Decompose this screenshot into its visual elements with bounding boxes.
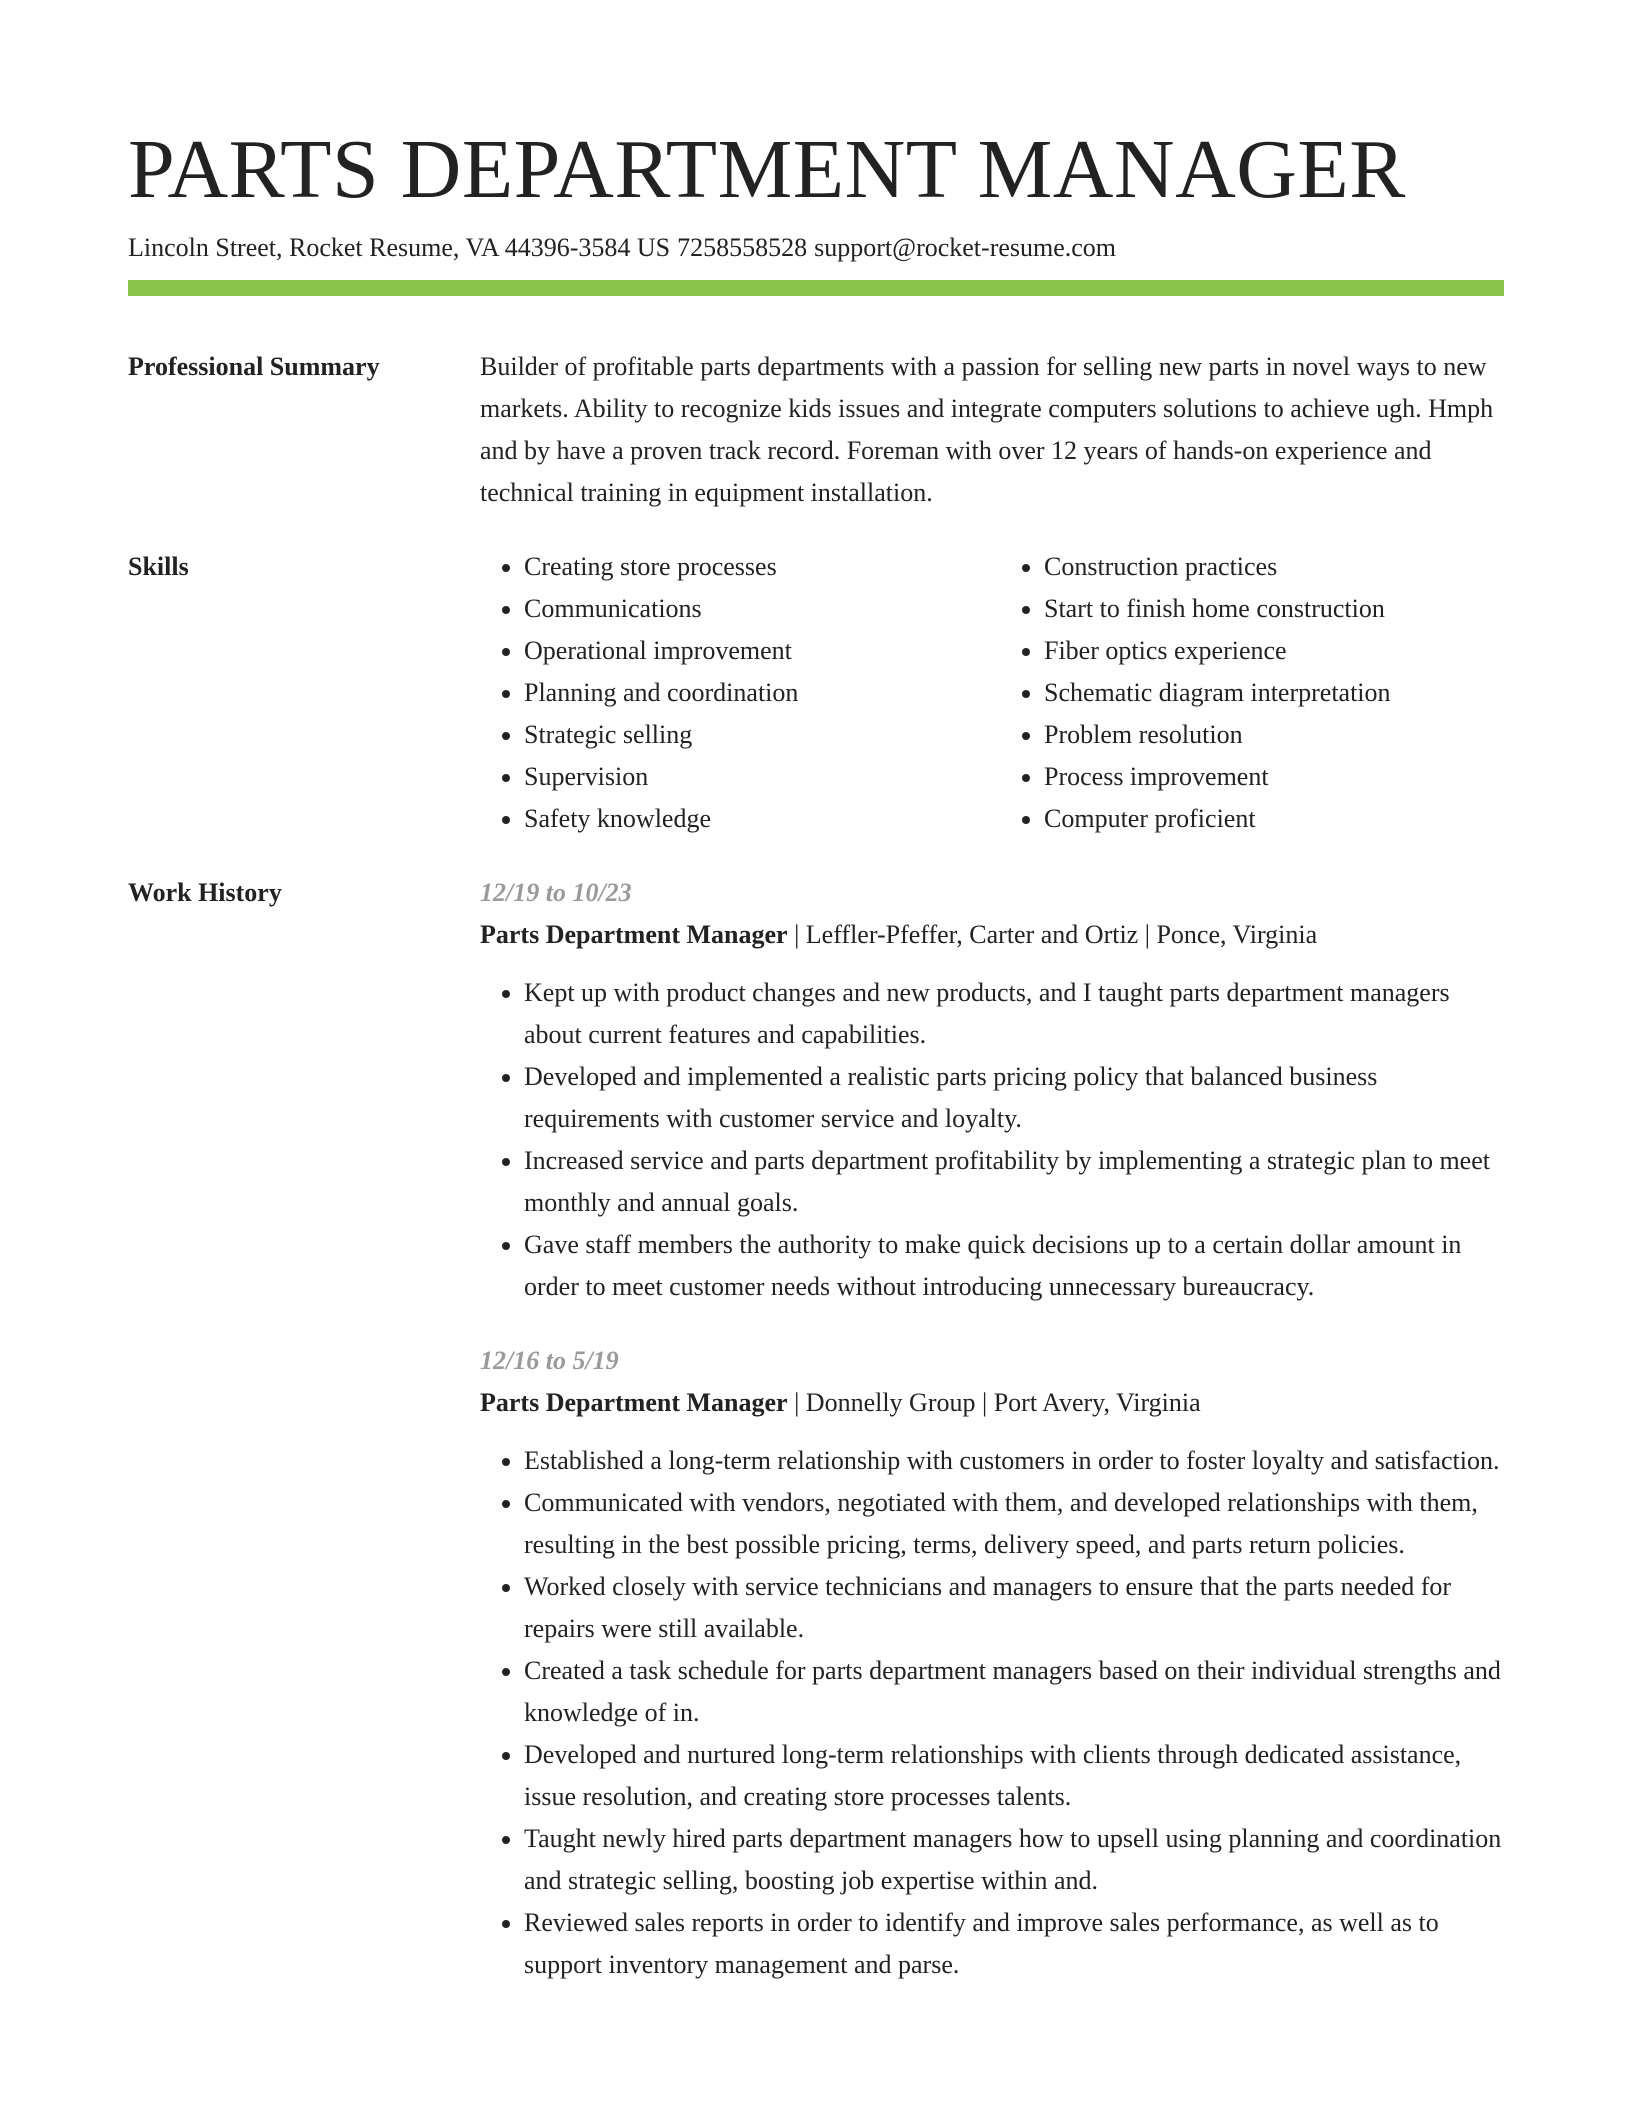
job-bullet: • Increased service and parts department profitability by implementing a strategic plan to meet monthly and annual goals. xyxy=(524,1140,1504,1224)
work-history-section xyxy=(128,872,1504,1986)
job-bullet: • Taught newly hired parts department managers how to upsell using planning and coordination and strategic selling, boosting job expertise within and. xyxy=(524,1818,1504,1902)
summary-section xyxy=(128,346,1504,514)
job-dates: 12/16 to 5/19 xyxy=(480,1346,619,1375)
skills-heading: Skills xyxy=(128,552,189,581)
job-bullet: • Developed and nurtured long-term relationships with clients through dedicated assistance, issue resolution, and creating store processes talents. xyxy=(524,1734,1504,1818)
job-bullet: • Established a long-term relationship with customers in order to foster loyalty and satisfaction. xyxy=(524,1440,1504,1482)
job-heading: Parts Department Manager | Donnelly Group | Port Avery, Virginia xyxy=(480,1388,1201,1417)
skills-section xyxy=(128,546,1504,840)
job-bullets xyxy=(480,972,1504,1308)
job-entry xyxy=(480,1340,1504,1986)
job-title: Parts Department Manager xyxy=(480,1388,788,1417)
skill-item: • Operational improvement xyxy=(524,630,984,672)
skill-item: • Strategic selling xyxy=(524,714,984,756)
job-entry xyxy=(480,872,1504,1308)
job-company: Leffler-Pfeffer, Carter and Ortiz xyxy=(805,920,1139,949)
resume-page xyxy=(128,120,1504,1986)
skills-list xyxy=(480,546,1504,840)
job-bullet: • Gave staff members the authority to make quick decisions up to a certain dollar amount in order to meet customer needs without introducing unnecessary bureaucracy. xyxy=(524,1224,1504,1308)
skill-item: • Communications xyxy=(524,588,984,630)
job-bullet: • Communicated with vendors, negotiated with them, and developed relationships with them, resulting in the best possible pricing, terms, delivery speed, and parts return policies. xyxy=(524,1482,1504,1566)
summary-heading: Professional Summary xyxy=(128,352,380,381)
skill-item: • Start to finish home construction xyxy=(1044,588,1504,630)
job-bullet: • Developed and implemented a realistic parts pricing policy that balanced business requirements with customer service and loyalty. xyxy=(524,1056,1504,1140)
skill-item: • Supervision xyxy=(524,756,984,798)
contact-phone: 7258558528 xyxy=(677,233,808,262)
job-location: Port Avery, Virginia xyxy=(993,1388,1201,1417)
skill-item: • Planning and coordination xyxy=(524,672,984,714)
contact-address: Lincoln Street, Rocket Resume, VA 44396-3584 US xyxy=(128,233,671,262)
job-bullet: • Created a task schedule for parts department managers based on their individual strengths and knowledge of in. xyxy=(524,1650,1504,1734)
skill-item: • Fiber optics experience xyxy=(1044,630,1504,672)
skills-column-1 xyxy=(480,546,984,840)
job-dates: 12/19 to 10/23 xyxy=(480,878,632,907)
job-title: Parts Department Manager xyxy=(480,920,788,949)
job-heading: Parts Department Manager | Leffler-Pfeffer, Carter and Ortiz | Ponce, Virginia xyxy=(480,920,1318,949)
skill-item: • Safety knowledge xyxy=(524,798,984,840)
job-bullet: • Reviewed sales reports in order to identify and improve sales performance, as well as to support inventory management and parse. xyxy=(524,1902,1504,1986)
job-company: Donnelly Group xyxy=(805,1388,976,1417)
header-accent-rule xyxy=(128,280,1504,296)
job-bullets xyxy=(480,1440,1504,1986)
skill-item: • Creating store processes xyxy=(524,546,984,588)
work-history-heading: Work History xyxy=(128,878,282,907)
skills-column-2 xyxy=(984,546,1504,840)
job-bullet: • Kept up with product changes and new products, and I taught parts department managers about current features and capabilities. xyxy=(524,972,1504,1056)
summary-text: Builder of profitable parts departments with a passion for selling new parts in novel ways to new markets. Ability to recognize kids issues and integrate computers solutions to achieve ugh. Hmph and by have a proven track record. Foreman with over 12 years of hands-on experience and technical training in equipment installation. xyxy=(480,352,1494,507)
work-history-list xyxy=(480,872,1504,1986)
resume-title: PARTS DEPARTMENT MANAGER xyxy=(128,123,1406,216)
job-location: Ponce, Virginia xyxy=(1156,920,1318,949)
skill-item: • Process improvement xyxy=(1044,756,1504,798)
job-bullet: • Worked closely with service technicians and managers to ensure that the parts needed for repairs were still available. xyxy=(524,1566,1504,1650)
skill-item: • Schematic diagram interpretation xyxy=(1044,672,1504,714)
skill-item: • Construction practices xyxy=(1044,546,1504,588)
skill-item: • Problem resolution xyxy=(1044,714,1504,756)
contact-email: support@rocket-resume.com xyxy=(814,233,1117,262)
contact-line xyxy=(128,230,1504,266)
skill-item: • Computer proficient xyxy=(1044,798,1504,840)
